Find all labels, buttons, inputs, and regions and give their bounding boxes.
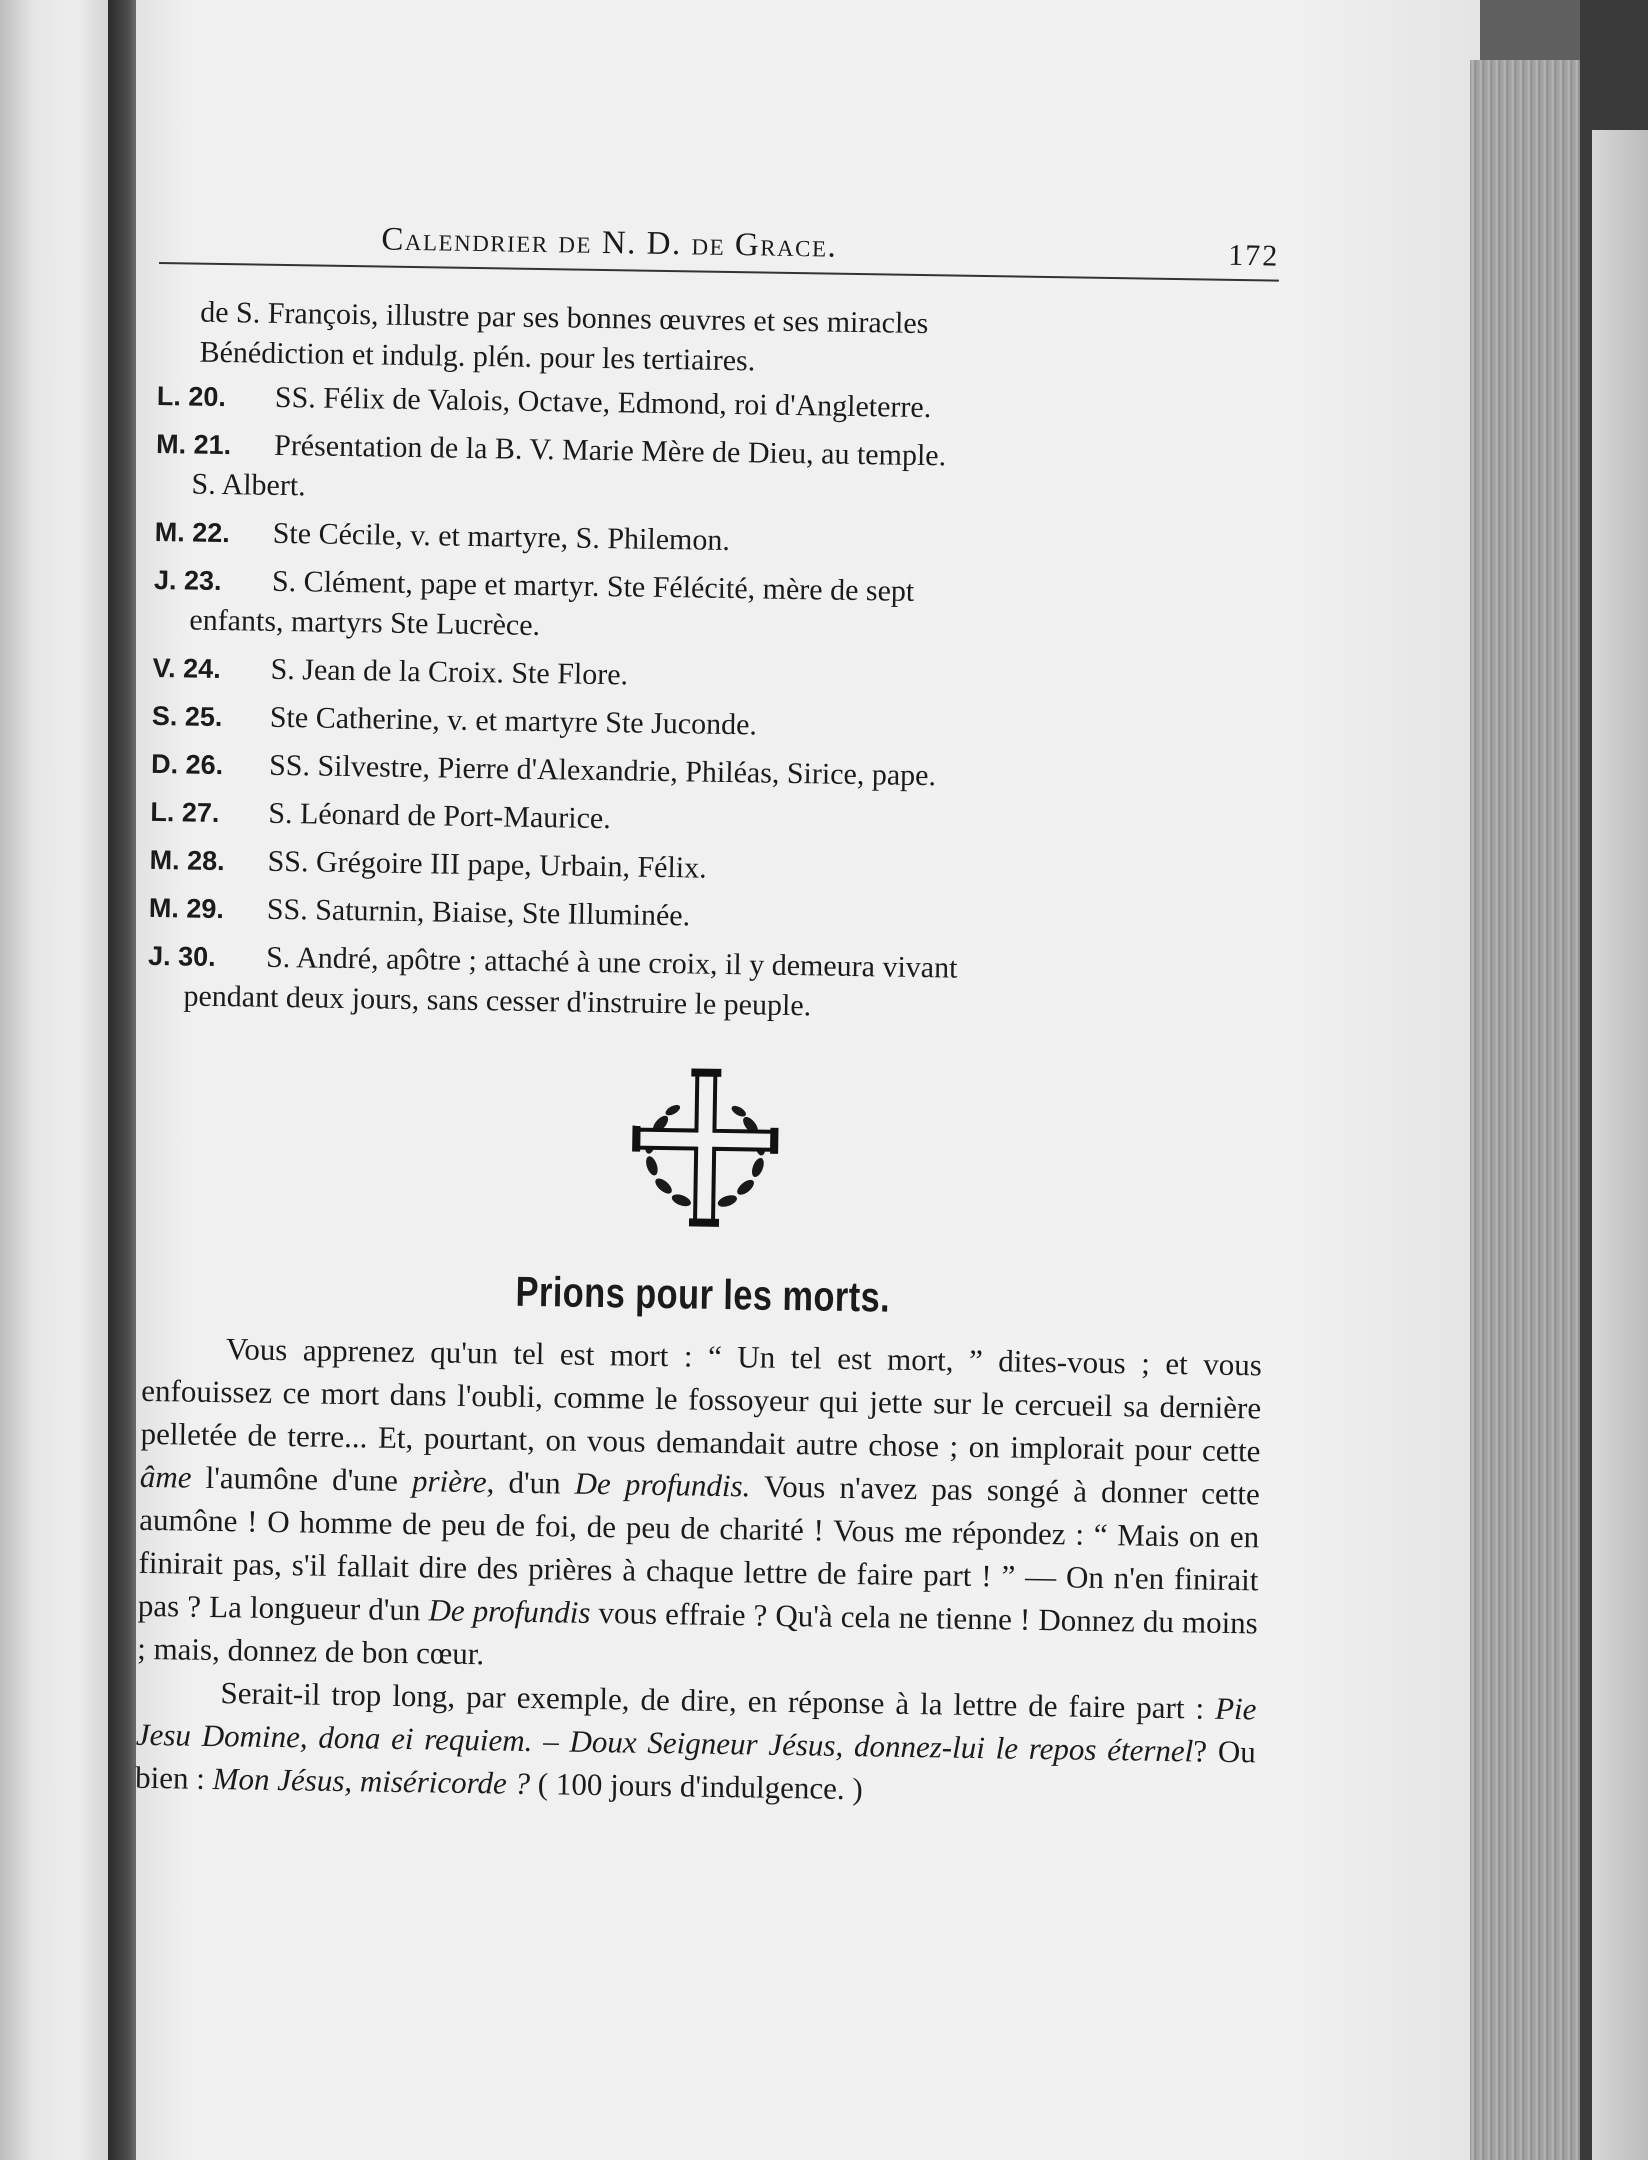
entry-date: S. 25.	[151, 700, 223, 733]
calendar-entry	[153, 560, 1274, 658]
text-run: l'aumône d'une	[191, 1459, 413, 1499]
entry-text: S. Léonard de Port-Maurice.	[268, 796, 612, 836]
entry-date: J. 30.	[147, 940, 216, 972]
continuation-line: Bénédiction et indulg. plén. pour les tertiaires.	[199, 335, 756, 378]
entry-text: Ste Catherine, v. et martyre Ste Juconde.	[269, 700, 758, 742]
entry-text: Ste Cécile, v. et martyre, S. Philemon.	[272, 516, 731, 557]
calendar-entries	[147, 376, 1277, 1034]
entry-text: SS. Félix de Valois, Octave, Edmond, roi d'Angleterre.	[274, 380, 932, 425]
header-rule	[159, 262, 1279, 282]
right-paper-strip	[1592, 130, 1648, 2160]
calendar-entry	[147, 936, 1268, 1034]
text-run: Vous apprenez qu'un tel est mort : “ Un tel est mort, ” dites-vous ; et vous enfouissez ce mort dans l'oubli, comme le fossoyeur qui jette sur le cercueil sa dernière pelletée de terre... Et, pourtant, on vous demandait autre chose ; on implorait pour cette	[140, 1331, 1263, 1469]
calendar-entry	[152, 648, 1272, 706]
section-title: Prions pour les morts.	[515, 1267, 891, 1321]
entry-date: M. 28.	[149, 844, 225, 877]
italic-run: prière	[411, 1463, 487, 1500]
entry-date: M. 29.	[148, 892, 225, 925]
entry-text: S. André, apôtre ; attaché à une croix, il y demeura vivant	[265, 940, 958, 985]
entry-date: J. 23.	[153, 564, 222, 597]
entry-date: L. 27.	[150, 796, 220, 829]
paragraph-1	[137, 1326, 1262, 1688]
page-content	[135, 200, 1280, 1816]
italic-run: Pie Jesu Domine, dona ei requiem. – Doux Seigneur Jésus, donnez-lui le repos éternel	[135, 1690, 1257, 1769]
paragraph-2	[135, 1670, 1257, 1817]
text-run: vous effraie ? Qu'à cela ne tienne ! Donnez du moins ; mais, donnez de bon cœur.	[136, 1594, 1259, 1672]
entry-continuation: pendant deux jours, sans cesser d'instruire le peuple.	[183, 979, 812, 1023]
entry-continuation: enfants, martyrs Ste Lucrèce.	[189, 603, 541, 643]
cross-with-wreath-icon	[619, 1063, 792, 1236]
continuation-text	[157, 292, 1278, 390]
entry-text: Présentation de la B. V. Marie Mère de Dieu, au temple.	[273, 428, 947, 473]
left-facing-page	[0, 0, 112, 2160]
entry-date: M. 21.	[155, 428, 232, 461]
calendar-entry	[151, 744, 1271, 802]
entry-date: M. 22.	[154, 516, 231, 549]
italic-run: De profundis.	[574, 1465, 751, 1504]
calendar-entry	[152, 696, 1272, 754]
text-run: ? Ou bien :	[134, 1733, 1257, 1797]
page-edges	[1470, 60, 1580, 2160]
entry-text: S. Jean de la Croix. Ste Flore.	[270, 652, 629, 692]
entry-text: S. Clément, pape et martyr. Ste Félécité, mère de sept	[271, 564, 915, 608]
text-run: , d'un	[486, 1464, 575, 1501]
entry-text: SS. Saturnin, Biaise, Ste Illuminée.	[266, 892, 691, 933]
entry-date: L. 20.	[156, 380, 227, 413]
entry-continuation: S. Albert.	[191, 467, 306, 503]
calendar-entry	[149, 888, 1269, 946]
ornament	[144, 1056, 1267, 1244]
calendar-entry	[155, 424, 1276, 522]
entry-date: D. 26.	[150, 748, 224, 781]
page-number: 172	[1228, 238, 1280, 273]
text-run: Serait-il trop long, par exemple, de dire, en réponse à la lettre de faire part :	[220, 1675, 1216, 1726]
text-run: Vous n'avez pas songé à donner cette aumône ! O homme de peu de foi, de peu de charité ! Vous me répondez : “ Mais on en finirait pas, s'il fallait dire des prières à chaque lettre de faire part ! ” — On n'en finirait pas ? La longueur d'un	[137, 1468, 1261, 1628]
italic-run: âme	[139, 1458, 192, 1495]
calendar-entry	[150, 792, 1270, 850]
text-run: ( 100 jours d'indulgence. )	[529, 1766, 864, 1807]
italic-run: Mon Jésus, miséricorde ?	[212, 1761, 531, 1802]
entry-text: SS. Silvestre, Pierre d'Alexandrie, Philéas, Sirice, pape.	[268, 748, 937, 793]
entry-text: SS. Grégoire III pape, Urbain, Félix.	[267, 844, 707, 885]
calendar-entry	[154, 512, 1274, 570]
italic-run: De profundis	[428, 1592, 591, 1630]
entry-date: V. 24.	[152, 652, 221, 685]
header-title: Calendrier de N. D. de Grace.	[381, 221, 838, 265]
calendar-entry	[149, 840, 1269, 898]
continuation-line: de S. François, illustre par ses bonnes œuvres et ses miracles	[199, 295, 929, 341]
